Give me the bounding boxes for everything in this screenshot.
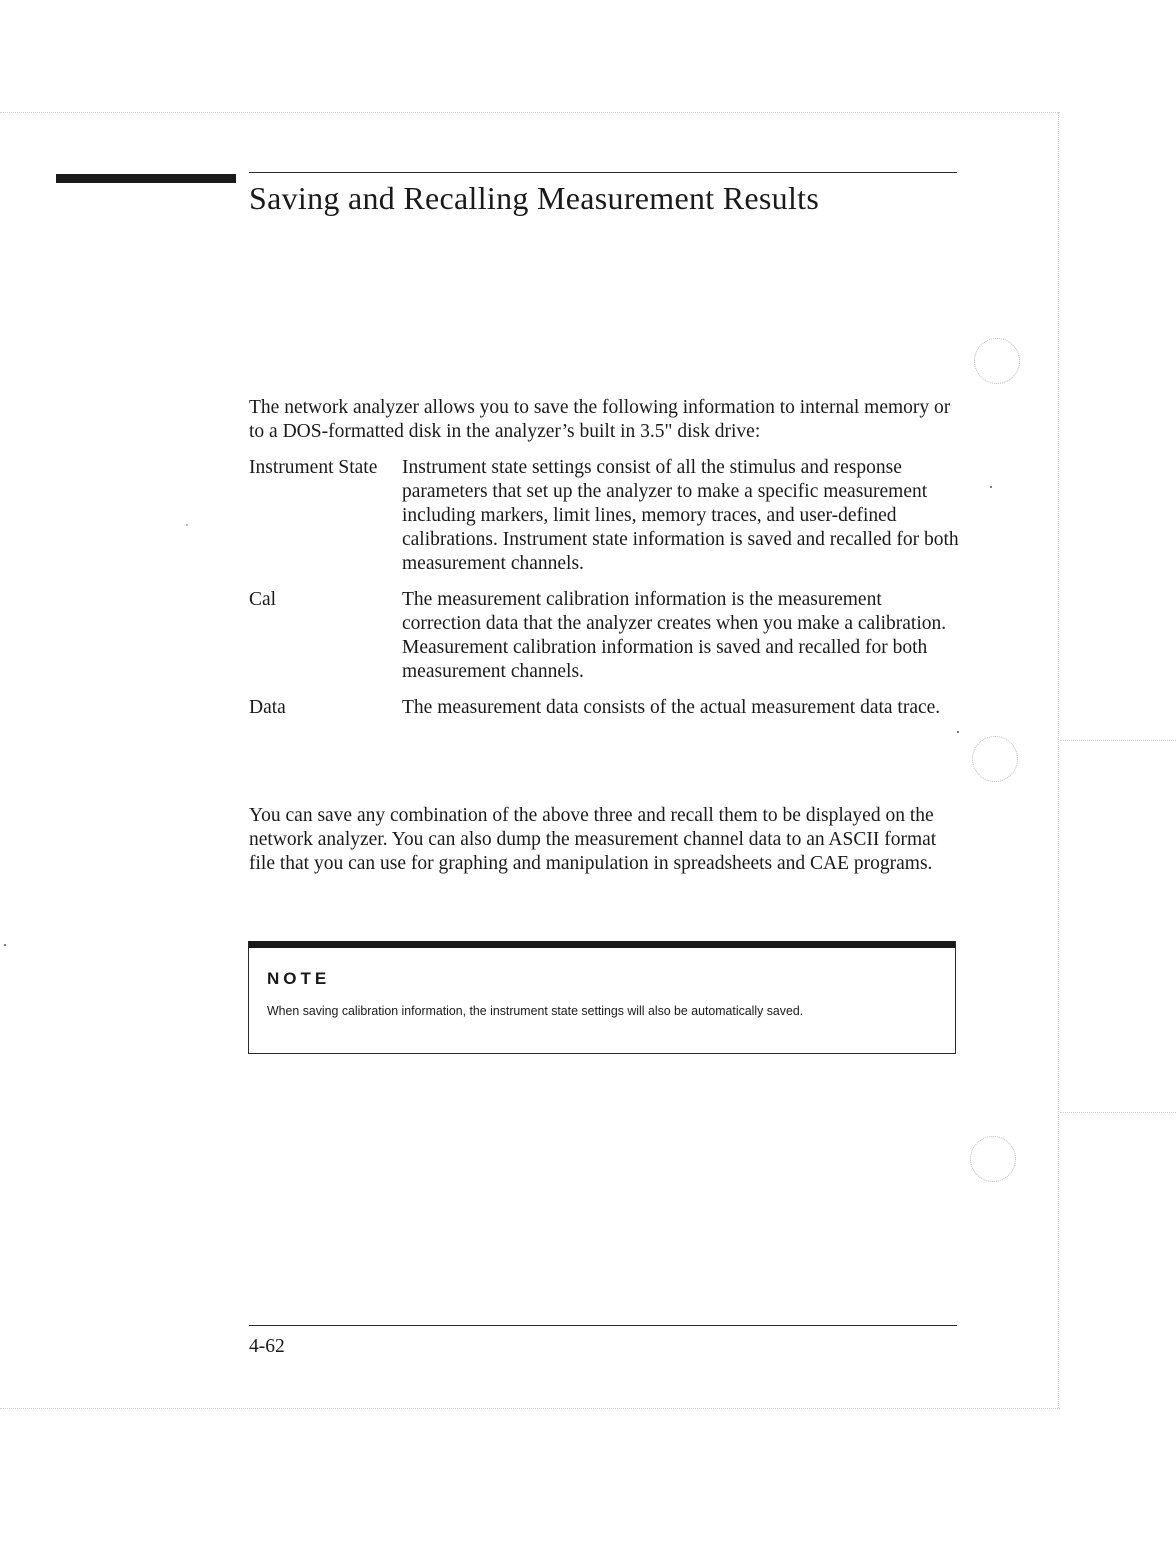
definition-item-instrument-state: [249, 456, 969, 576]
scan-edge-tab-1: [1060, 740, 1176, 741]
footer-rule: [249, 1325, 957, 1326]
punch-hole-bottom: [970, 1136, 1016, 1182]
page-number: 4-62: [249, 1336, 285, 1357]
punch-hole-middle: [972, 736, 1018, 782]
note-box: [248, 941, 956, 1054]
scan-edge-right: [1058, 112, 1059, 1408]
definition-term: Data: [249, 697, 286, 718]
definition-item-cal: [249, 588, 969, 684]
title-rule: [249, 172, 957, 173]
definition-text: The measurement data consists of the actual measurement data trace.: [402, 697, 941, 718]
summary-paragraph: You can save any combination of the above three and recall them to be displayed on the network analyzer. You can also dump the measurement channel data to an ASCII format file that you can use for graphing and manipulation in spreadsheets and CAE programs.: [249, 805, 937, 874]
definition-text: The measurement calibration information is the measurement correction data that the analyzer creates when you make a calibration. Measurement calibration information is saved and recalled for both measurement channels.: [402, 589, 947, 682]
scan-edge-top: [0, 112, 1060, 113]
section-tab-bar: [56, 174, 236, 183]
intro-paragraph: The network analyzer allows you to save the following information to internal memory or to a DOS-formatted disk in the analyzer’s built in 3.5" disk drive:: [249, 397, 951, 442]
speck: [186, 524, 188, 526]
definition-item-data: [249, 696, 969, 720]
definition-term: Instrument State: [249, 457, 378, 478]
note-top-bar: [249, 941, 955, 948]
note-heading: NOTE: [267, 969, 331, 988]
definition-list: [249, 456, 969, 732]
definition-text: Instrument state settings consist of all the stimulus and response parameters that set up the analyzer to make a specific measurement including markers, limit lines, memory traces, and user-defined calibrations. Instrument state information is saved and recalled for both measurement channels.: [402, 457, 959, 574]
speck: [990, 486, 992, 488]
definition-term: Cal: [249, 589, 277, 610]
page-title: Saving and Recalling Measurement Results: [249, 180, 820, 216]
punch-hole-top: [974, 338, 1020, 384]
scan-edge-tab-2: [1060, 1112, 1176, 1113]
speck: [4, 944, 6, 946]
scan-edge-bottom: [0, 1408, 1060, 1409]
note-text: When saving calibration information, the instrument state settings will also be automatically saved.: [267, 1003, 804, 1018]
